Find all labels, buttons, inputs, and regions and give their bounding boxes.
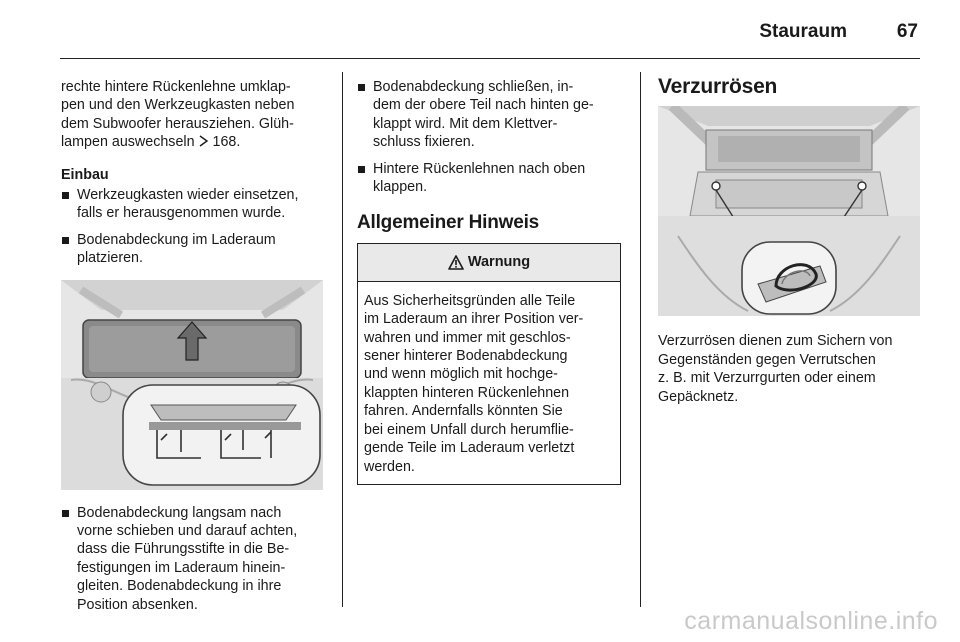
header-rule [60, 58, 920, 59]
page-title: Stauraum [759, 21, 847, 42]
warning-box [357, 243, 621, 485]
bullet-square-icon [62, 510, 69, 517]
list-item-text: Bodenabdeckung schließen, in- dem der obere Teil nach hinten ge- klappt wird. Mit dem Klettver- schluss fixieren. [373, 79, 594, 151]
warning-text: Aus Sicherheitsgründen alle Teile im Laderaum an ihrer Position ver- wahren und immer mit geschlos- sener hinterer Bodenabdeckung und wenn möglich mit hochge- klappten hinteren Rückenlehnen fahren. Andernfalls könnten Sie bei einem Unfall durch herumflie- gende Teile im Laderaum verletzt werden. [364, 292, 584, 475]
column-1 [61, 78, 331, 614]
intro-paragraph [61, 78, 331, 152]
list-item-text: Bodenabdeckung im Laderaum platzieren. [77, 231, 276, 267]
page-ref-icon [199, 135, 209, 147]
intro-text: rechte hintere Rückenlehne umklap- pen und den Werkzeugkasten neben dem Subwoofer herausziehen. Glüh- lampen auswechseln [61, 79, 295, 151]
list-item-text: Bodenabdeckung langsam nach vorne schieben und darauf achten, dass die Führungsstifte in die Be- festigungen im Laderaum hinein- gleiten. Bodenabdeckung in ihre Position absenken. [77, 504, 298, 613]
page-number: 67 [896, 21, 918, 42]
list-item [357, 78, 627, 152]
watermark: carmanualsonline.info [684, 607, 938, 635]
list-item [61, 186, 331, 223]
warning-title: Warnung [467, 254, 531, 271]
lashing-eyes-illustration [658, 106, 920, 316]
floor-cover-illustration [61, 280, 323, 490]
section-heading-verzurroesen: Verzurrösen [658, 75, 778, 98]
column-divider-1 [342, 72, 343, 607]
bullet-square-icon [358, 84, 365, 91]
page-header [60, 0, 920, 58]
lashing-eyes-text: Verzurrösen dienen zum Sichern von Gegenständen gegen Verrutschen z. B. mit Verzurrgurten oder einem Gepäcknetz. [658, 333, 893, 405]
list-item [61, 231, 331, 268]
subheading-einbau: Einbau [61, 166, 109, 183]
list-item-text: Werkzeugkasten wieder einsetzen, falls er herausgenommen wurde. [77, 187, 299, 222]
list-item-text: Hintere Rückenlehnen nach oben klappen. [373, 160, 586, 196]
section-heading: Allgemeiner Hinweis [357, 212, 540, 234]
page-ref-number[interactable]: 168. [212, 134, 241, 151]
warning-header [358, 244, 620, 282]
column-2 [357, 78, 627, 485]
list-item [357, 160, 627, 197]
bullet-square-icon [62, 192, 69, 199]
bullet-square-icon [358, 166, 365, 173]
list-item [61, 504, 331, 614]
bullet-square-icon [62, 237, 69, 244]
warning-triangle-icon [448, 255, 464, 270]
column-divider-2 [640, 72, 641, 607]
column-3 [658, 75, 923, 406]
